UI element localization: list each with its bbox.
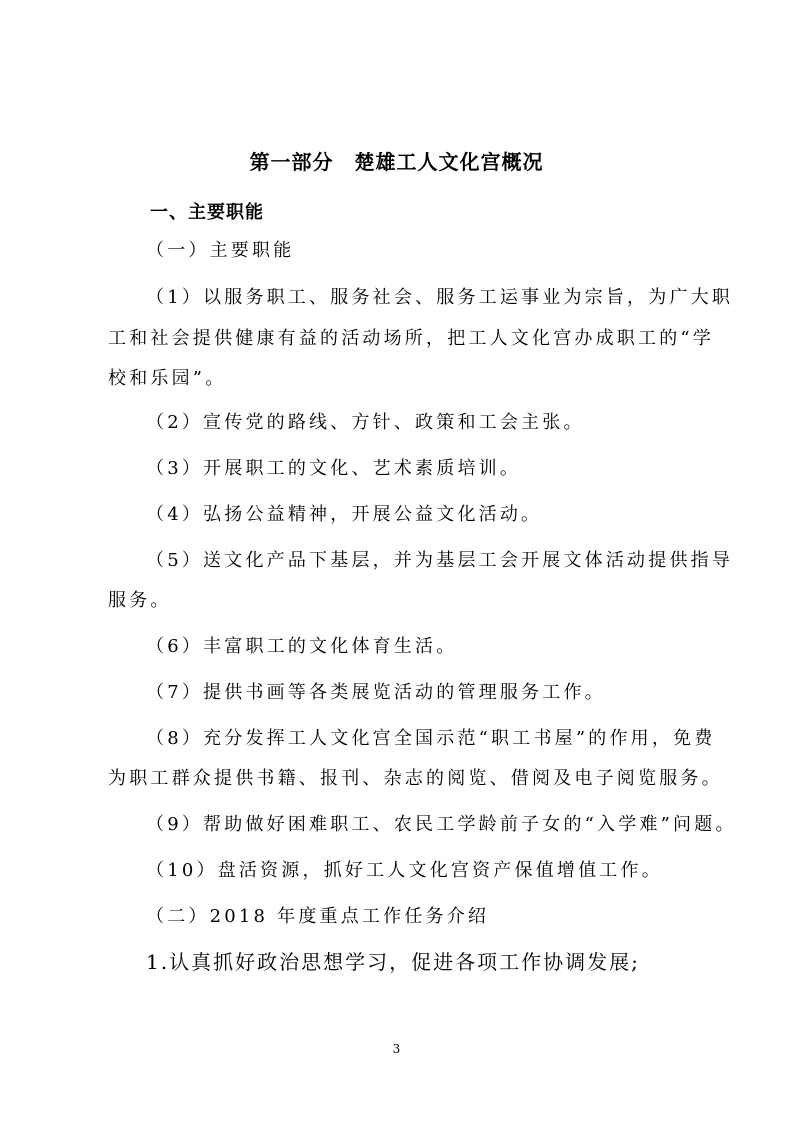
- paragraph-5-line-1: （5）送文化产品下基层，并为基层工会开展文体活动提供指导: [146, 550, 734, 571]
- paragraph-1-line-3: 校和乐园”。: [108, 368, 227, 389]
- subheading-main-functions: （一）主要职能: [146, 240, 295, 261]
- paragraph-8-line-1: （8）充分发挥工人文化宫全国示范“职工书屋”的作用，免费: [146, 728, 716, 749]
- paragraph-4: （4）弘扬公益精神，开展公益文化活动。: [146, 504, 543, 525]
- paragraph-10: （10）盘活资源，抓好工人文化宫资产保值增值工作。: [146, 860, 663, 881]
- subheading-key-tasks: （二）2018 年度重点工作任务介绍: [146, 906, 490, 927]
- paragraph-8-line-2: 为职工群众提供书籍、报刊、杂志的阅览、借阅及电子阅览服务。: [108, 768, 723, 789]
- page-title: 第一部分 楚雄工人文化宫概况: [249, 150, 544, 174]
- paragraph-9: （9）帮助做好困难职工、农民工学龄前子女的“入学难”问题。: [146, 814, 737, 835]
- page-number: 3: [392, 1042, 401, 1056]
- paragraph-7: （7）提供书画等各类展览活动的管理服务工作。: [146, 682, 606, 703]
- paragraph-5-line-2: 服务。: [108, 590, 172, 611]
- task-item-1: 1.认真抓好政治思想学习，促进各项工作协调发展;: [146, 950, 640, 974]
- paragraph-2: （2）宣传党的路线、方针、政策和工会主张。: [146, 412, 585, 433]
- section-heading: 一、主要职能: [150, 202, 264, 223]
- paragraph-1-line-1: （1）以服务职工、服务社会、服务工运事业为宗旨，为广大职: [146, 287, 734, 308]
- paragraph-3: （3）开展职工的文化、艺术素质培训。: [146, 458, 522, 479]
- paragraph-6: （6）丰富职工的文化体育生活。: [146, 636, 458, 657]
- paragraph-1-line-2: 工和社会提供健康有益的活动场所，把工人文化宫办成职工的“学: [108, 328, 714, 349]
